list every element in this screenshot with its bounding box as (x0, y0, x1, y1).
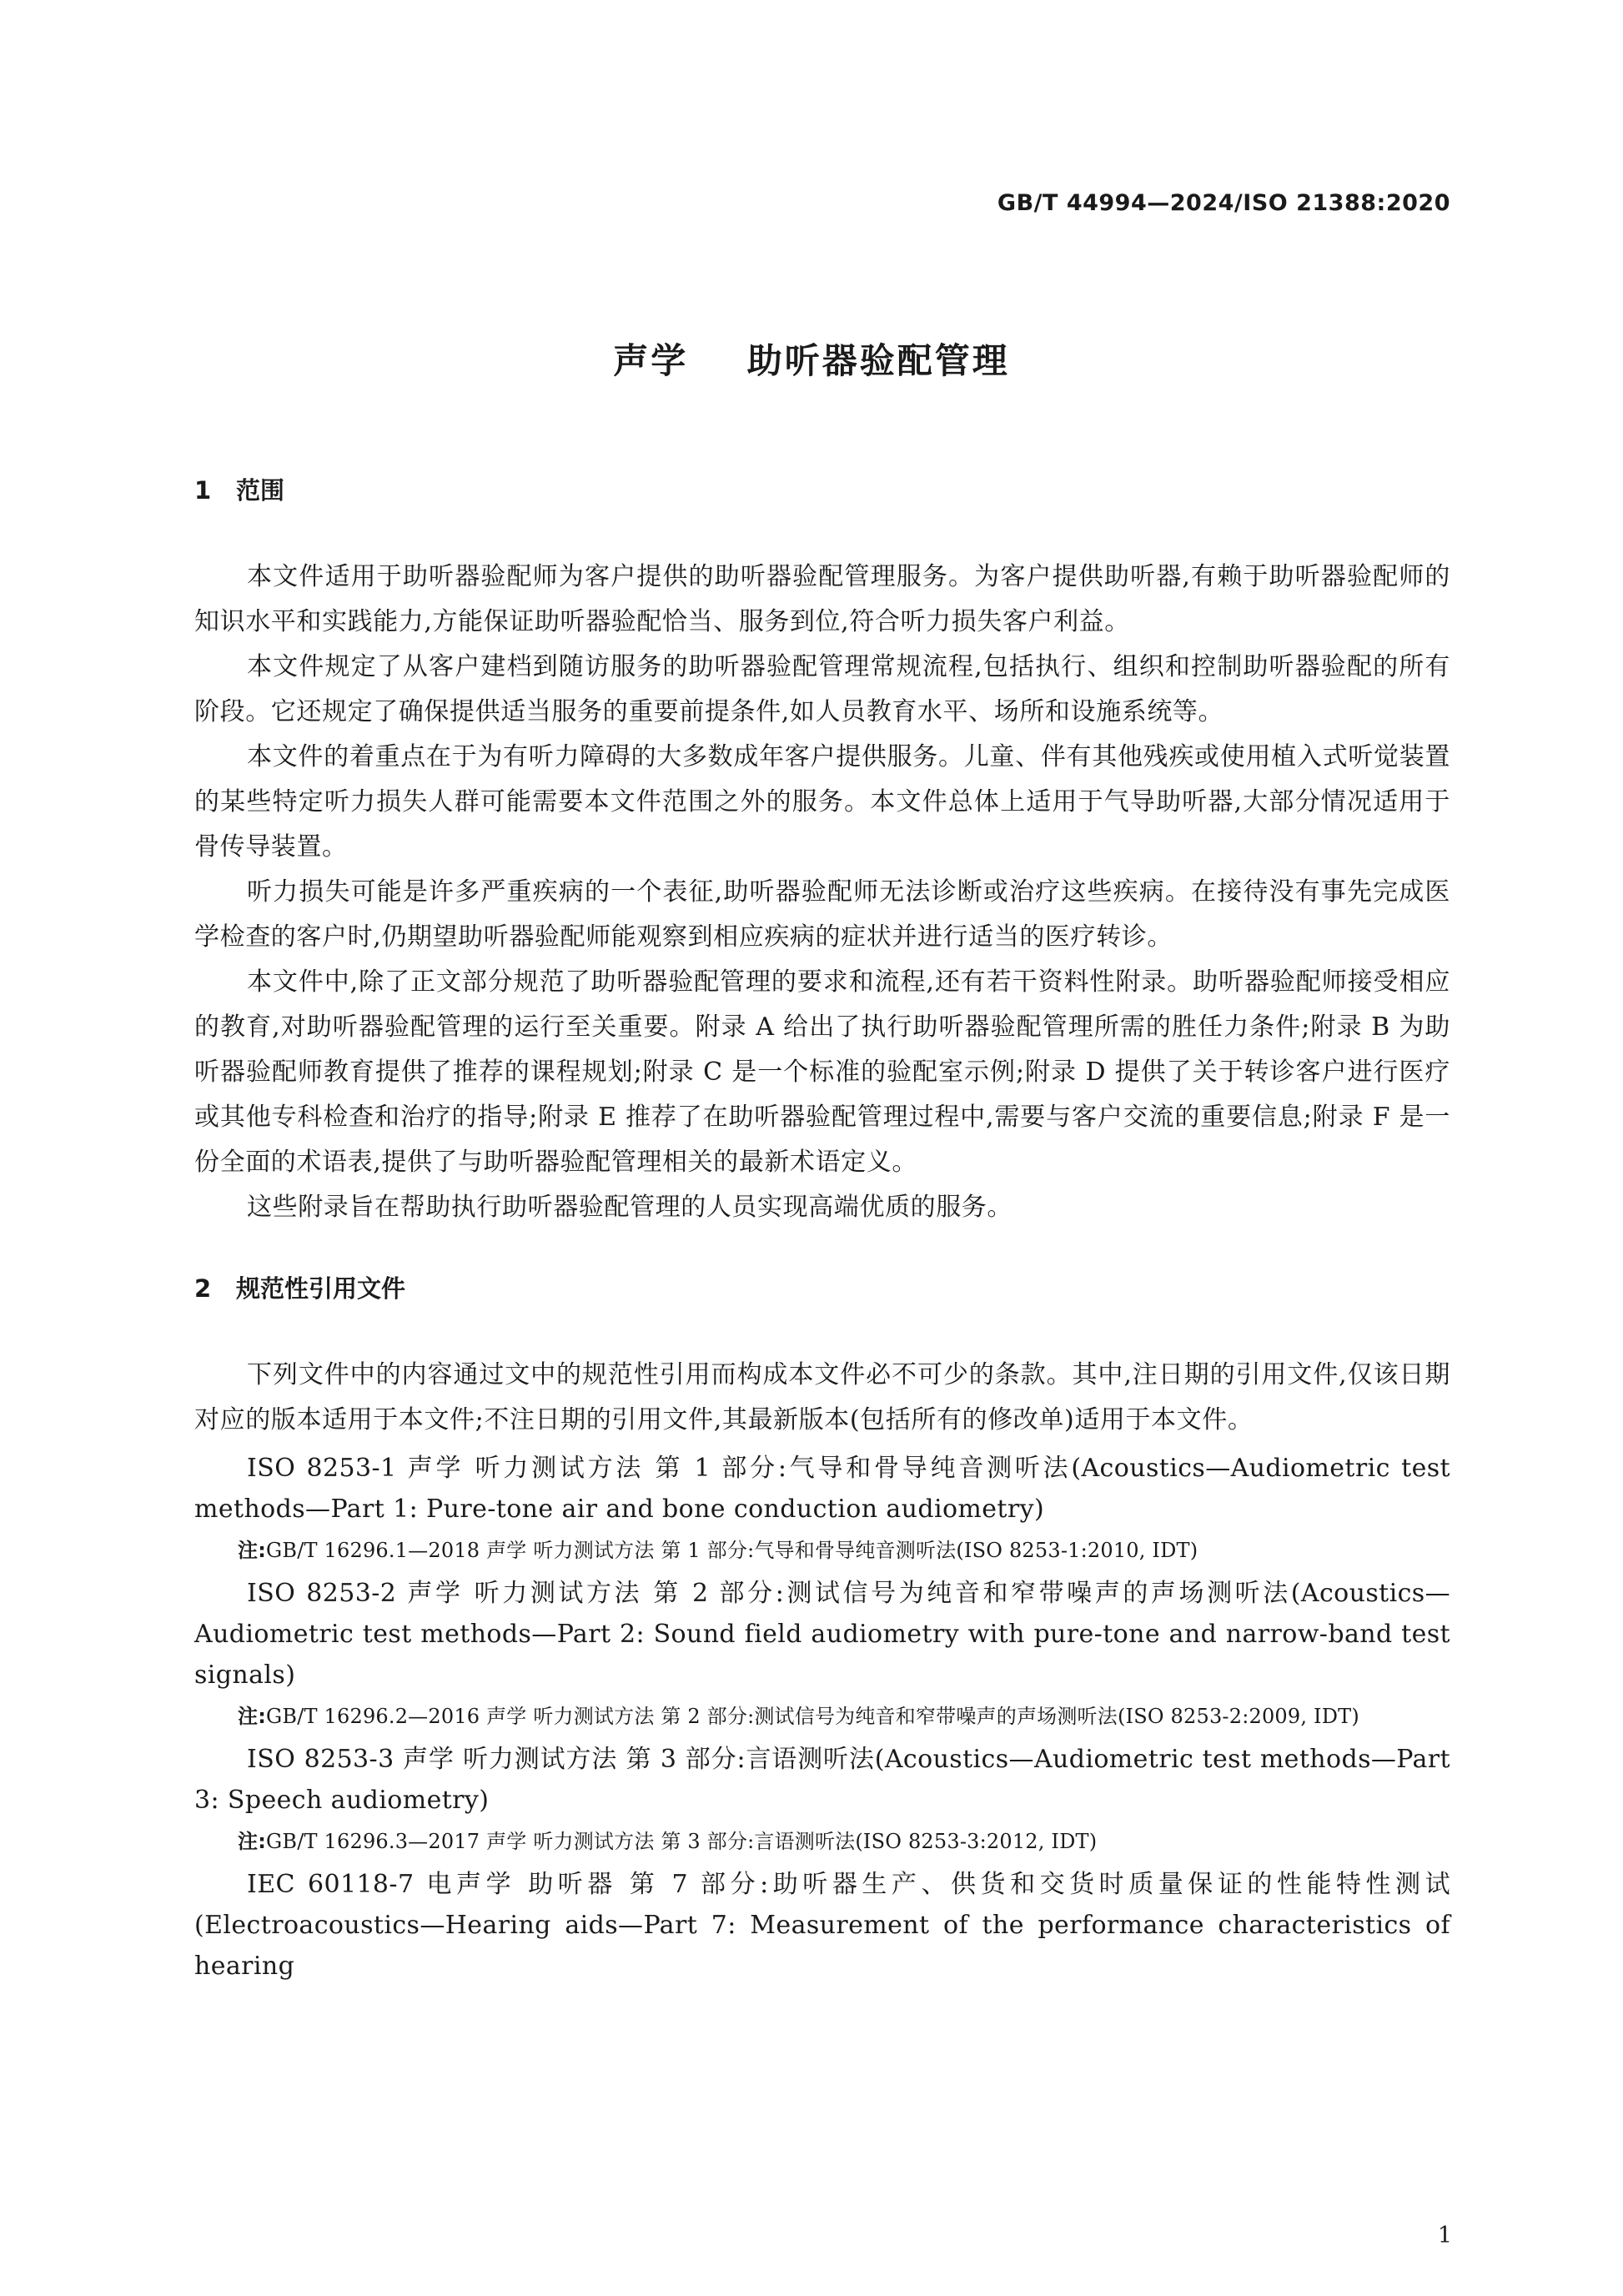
scope-paragraph: 本文件中,除了正文部分规范了助听器验配管理的要求和流程,还有若干资料性附录。助听器验配师接受相应的教育,对助听器验配管理的运行至关重要。附录 A 给出了执行助听器验配管理所需的胜任力条件;附录 B 为助听器验配师教育提供了推荐的课程规划;附录 C 是一个标准的验配室示例;附录 D 提供了关于转诊客户进行医疗或其他专科检查和治疗的指导;附录 E 推荐了在助听器验配管理过程中,需要与客户交流的重要信息;附录 F 是一份全面的术语表,提供了与助听器验配管理相关的最新术语定义。 (194, 967, 1450, 1177)
reference-entry: ISO 8253-2 声学 听力测试方法 第 2 部分:测试信号为纯音和窄带噪声的声场测听法(Acoustics—Audiometric test methods—Part 2: Sound field audiometry with pure-tone and narrow-band test signals) (194, 1579, 1450, 1690)
scope-paragraph: 听力损失可能是许多严重疾病的一个表征,助听器验配师无法诊断或治疗这些疾病。在接待没有事先完成医学检查的客户时,仍期望助听器验配师能观察到相应疾病的症状并进行适当的医疗转诊。 (194, 877, 1450, 952)
section-2-title: 规范性引用文件 (236, 1274, 406, 1303)
note-text: GB/T 16296.2—2016 声学 听力测试方法 第 2 部分:测试信号为纯音和窄带噪声的声场测听法(ISO 8253-2:2009, IDT) (266, 1705, 1359, 1728)
note-label: 注: (238, 1830, 266, 1853)
scope-paragraph: 本文件适用于助听器验配师为客户提供的助听器验配管理服务。为客户提供助听器,有赖于助听器验配师的知识水平和实践能力,方能保证助听器验配恰当、服务到位,符合听力损失客户利益。 (194, 562, 1450, 636)
page-number: 1 (1437, 2223, 1452, 2248)
section-1-title: 范围 (236, 476, 285, 505)
document-title: 声学 助听器验配管理 (613, 340, 1010, 381)
section-2-number: 2 (194, 1274, 212, 1303)
reference-note (238, 1533, 1450, 1568)
references-intro: 下列文件中的内容通过文中的规范性引用而构成本文件必不可少的条款。其中,注日期的引用文件,仅该日期对应的版本适用于本文件;不注日期的引用文件,其最新版本(包括所有的修改单)适用于本文件。 (194, 1360, 1450, 1434)
section-1-heading (194, 474, 1450, 507)
note-text: GB/T 16296.1—2018 声学 听力测试方法 第 1 部分:气导和骨导纯音测听法(ISO 8253-1:2010, IDT) (266, 1539, 1198, 1562)
scope-paragraph: 本文件的着重点在于为有听力障碍的大多数成年客户提供服务。儿童、伴有其他残疾或使用植入式听觉装置的某些特定听力损失人群可能需要本文件范围之外的服务。本文件总体上适用于气导助听器,大部分情况适用于骨传导装置。 (194, 742, 1450, 862)
section-2-heading (194, 1272, 1450, 1305)
section-1-number: 1 (194, 476, 212, 505)
reference-note (238, 1824, 1450, 1859)
reference-entry: ISO 8253-3 声学 听力测试方法 第 3 部分:言语测听法(Acoustics—Audiometric test methods—Part 3: Speech audiometry) (194, 1745, 1450, 1815)
standard-code: GB/T 44994—2024/ISO 21388:2020 (997, 190, 1450, 216)
reference-note (238, 1699, 1450, 1734)
reference-entry: ISO 8253-1 声学 听力测试方法 第 1 部分:气导和骨导纯音测听法(Acoustics—Audiometric test methods—Part 1: Pure-tone air and bone conduction audiometry) (194, 1454, 1450, 1524)
scope-paragraph: 这些附录旨在帮助执行助听器验配管理的人员实现高端优质的服务。 (247, 1193, 1012, 1222)
note-label: 注: (238, 1539, 266, 1562)
note-label: 注: (238, 1705, 266, 1728)
note-text: GB/T 16296.3—2017 声学 听力测试方法 第 3 部分:言语测听法(ISO 8253-3:2012, IDT) (266, 1830, 1098, 1853)
document-body (194, 474, 1450, 1987)
scope-paragraph: 本文件规定了从客户建档到随访服务的助听器验配管理常规流程,包括执行、组织和控制助听器验配的所有阶段。它还规定了确保提供适当服务的重要前提条件,如人员教育水平、场所和设施系统等。 (194, 652, 1450, 726)
reference-entry: IEC 60118-7 电声学 助听器 第 7 部分:助听器生产、供货和交货时质量保证的性能特性测试(Electroacoustics—Hearing aids—Part 7: Measurement of the performance characteristics of hearing (194, 1870, 1450, 1981)
